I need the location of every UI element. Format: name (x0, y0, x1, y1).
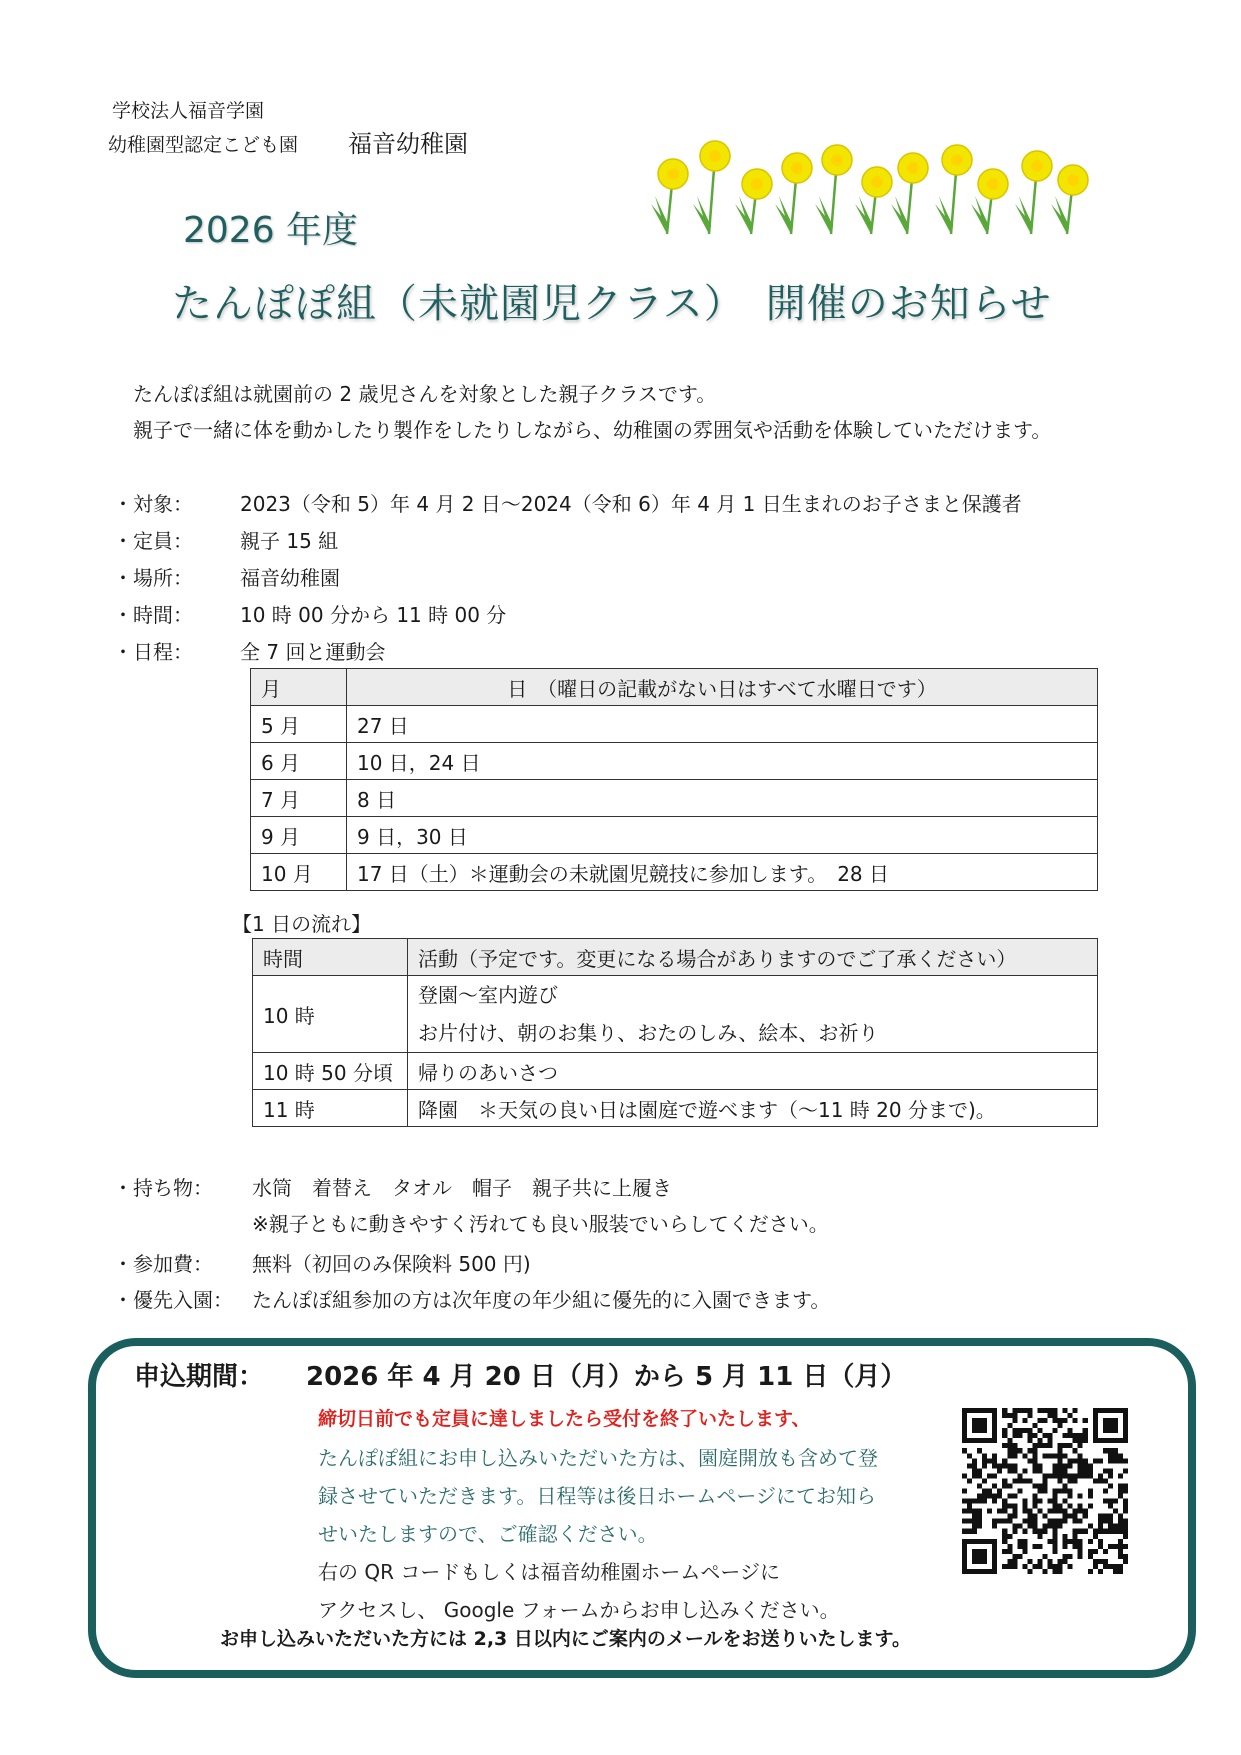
fee-label: ・参加費： (113, 1252, 213, 1276)
month-cell: 7 月 (251, 780, 347, 817)
school-name: 福音幼稚園 (348, 130, 468, 158)
month-cell: 10 月 (251, 854, 347, 891)
month-cell: 6 月 (251, 743, 347, 780)
target-label: ・対象： (113, 492, 193, 516)
apply-period-value: 2026 年 4 月 20 日（月）から 5 月 11 日（月） (306, 1362, 907, 1392)
daily-flow-table (252, 938, 1098, 1127)
schedule-value: 全 7 回と運動会 (240, 640, 386, 664)
table-row (253, 1090, 1098, 1127)
table-row (251, 854, 1098, 891)
time-value: 10 時 00 分から 11 時 00 分 (240, 603, 507, 627)
time-cell: 10 時 (253, 976, 408, 1053)
deadline-warning: 締切日前でも定員に達しましたら受付を終了いたします、 (318, 1408, 811, 1430)
table-header-row (253, 939, 1098, 976)
day-cell: 27 日 (347, 706, 1098, 743)
activity-cell: 降園 ＊天気の良い日は園庭で遊べます（〜11 時 20 分まで)。 (408, 1090, 1098, 1127)
day-cell: 17 日（土）＊運動会の未就園児競技に参加します。 28 日 (347, 854, 1098, 891)
activity-line: お片付け、朝のお集り、おたのしみ、絵本、お祈り (418, 1021, 879, 1045)
table-row (253, 976, 1098, 1053)
header-time: 時間 (253, 939, 408, 976)
intro-line-2: 親子で一緒に体を動かしたり製作をしたりしながら、幼稚園の雰囲気や活動を体験していただけます。 (133, 418, 1052, 442)
table-row (253, 1053, 1098, 1090)
capacity-value: 親子 15 組 (240, 529, 339, 553)
fiscal-year: 2026 年度 (183, 210, 359, 251)
school-corp: 学校法人福音学園 (112, 100, 265, 122)
table-row (251, 817, 1098, 854)
registration-note-1: たんぽぽ組にお申し込みいただいた方は、園庭開放も含めて登 (318, 1446, 878, 1470)
header-activity: 活動（予定です。変更になる場合がありますのでご了承ください） (408, 939, 1098, 976)
activity-cell: 帰りのあいさつ (408, 1053, 1098, 1090)
day-cell: 9 日，30 日 (347, 817, 1098, 854)
belongings-label: ・持ち物： (113, 1176, 213, 1200)
intro-line-1: たんぽぽ組は就園前の 2 歳児さんを対象とした親子クラスです。 (133, 382, 717, 406)
table-row (251, 743, 1098, 780)
capacity-label: ・定員： (113, 529, 193, 553)
access-note-2: アクセスし、 Google フォームからお申し込みください。 (318, 1598, 840, 1622)
activity-cell (408, 976, 1098, 1053)
schedule-label: ・日程： (113, 640, 193, 664)
confirmation-email-note: お申し込みいただいた方には 2,3 日以内にご案内のメールをお送りいたします。 (220, 1628, 911, 1650)
access-note-1: 右の QR コードもしくは福音幼稚園ホームページに (318, 1560, 780, 1584)
month-cell: 5 月 (251, 706, 347, 743)
header-day: 日 （曜日の記載がない日はすべて水曜日です） (347, 669, 1098, 706)
priority-value: たんぽぽ組参加の方は次年度の年少組に優先的に入園できます。 (252, 1288, 831, 1312)
table-header-row (251, 669, 1098, 706)
apply-period-label: 申込期間： (134, 1362, 265, 1392)
dandelion-decoration-icon (645, 138, 1105, 240)
table-row (251, 706, 1098, 743)
day-cell: 10 日，24 日 (347, 743, 1098, 780)
activity-line: 登園〜室内遊び (418, 983, 558, 1007)
header-month: 月 (251, 669, 347, 706)
registration-note-3: せいたしますので、ご確認ください。 (318, 1522, 658, 1546)
schedule-table (250, 668, 1098, 891)
time-cell: 10 時 50 分頃 (253, 1053, 408, 1090)
place-value: 福音幼稚園 (240, 566, 340, 590)
belongings-value: 水筒 着替え タオル 帽子 親子共に上履き (252, 1176, 672, 1200)
belongings-note: ※親子ともに動きやすく汚れても良い服装でいらしてください。 (252, 1212, 829, 1236)
time-label: ・時間： (113, 603, 193, 627)
page-title: たんぽぽ組（未就園児クラス） 開催のお知らせ (172, 281, 1052, 327)
time-cell: 11 時 (253, 1090, 408, 1127)
place-label: ・場所： (113, 566, 193, 590)
day-cell: 8 日 (347, 780, 1098, 817)
school-type: 幼稚園型認定こども園 (108, 134, 299, 156)
month-cell: 9 月 (251, 817, 347, 854)
registration-note-2: 録させていただきます。日程等は後日ホームページにてお知ら (318, 1484, 876, 1508)
priority-label: ・優先入園： (113, 1288, 233, 1312)
table-row (251, 780, 1098, 817)
qr-code-icon[interactable] (962, 1408, 1128, 1574)
fee-value: 無料（初回のみ保険料 500 円) (252, 1252, 531, 1276)
daily-flow-title: 【1 日の流れ】 (232, 912, 372, 936)
target-value: 2023（令和 5）年 4 月 2 日〜2024（令和 6）年 4 月 1 日生まれのお子さまと保護者 (240, 492, 1022, 516)
